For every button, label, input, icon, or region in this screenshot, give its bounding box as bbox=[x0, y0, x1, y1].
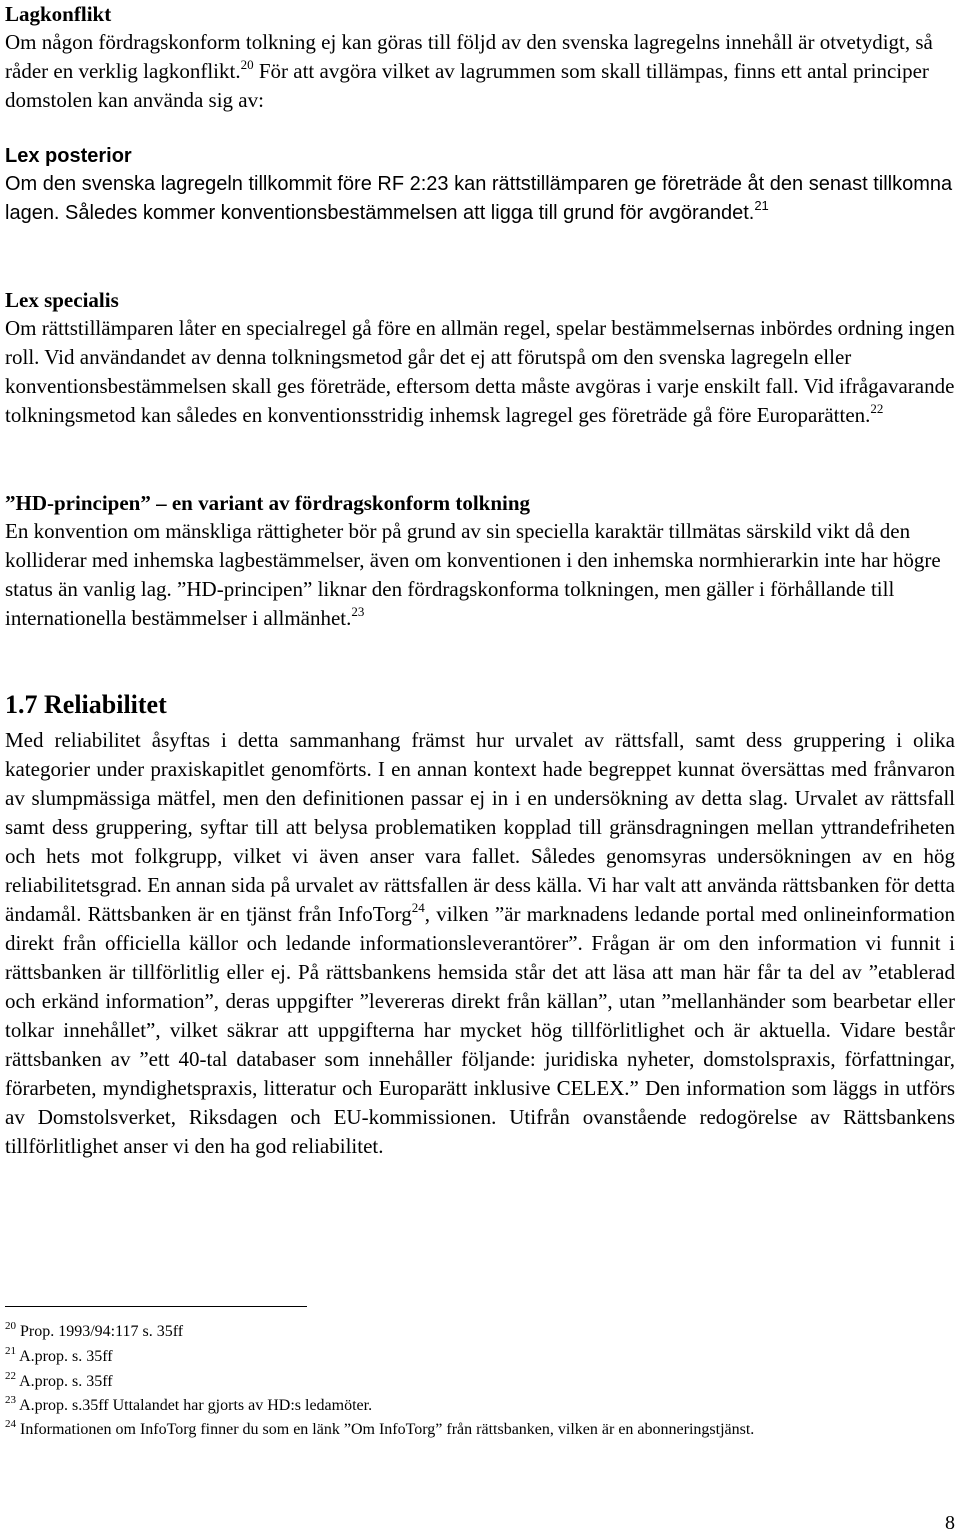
heading-lex-specialis: Lex specialis bbox=[5, 288, 119, 312]
footnote-24: $^{24}$ Informationen om InfoTorg finner du som en länk ”Om InfoTorg” från rättsbanken, vilken är en abonneringstjänst. bbox=[5, 1418, 755, 1438]
paragraph-lex-specialis: Om rättstillämparen låter en specialregel gå före en allmän regel, spelar bestämmelsernas inbördes ordning ingen roll. Vid användandet av denna tolkningsmetod går det ej att förutspå om den svenska lagregeln eller konventionsbestämmelsen skall ges företräde, eftersom detta måste avgöras i varje enskilt fall. Vid ifrågavarande tolkningsmetod kan således en konventionsstridig inhemsk lagregel ges företräde gå före Europarätten.$^{22}$ bbox=[5, 316, 955, 427]
page-number: 8 bbox=[945, 1512, 955, 1534]
footnote-20: $^{20}$ Prop. 1993/94:117 s. 35ff bbox=[5, 1320, 184, 1340]
footnote-ref-20: 20 bbox=[240, 57, 254, 72]
paragraph-lagkonflikt: Om någon fördragskonform tolkning ej kan göras till följd av den svenska lagregelns innehåll är otvetydigt, så råder en verklig lagkonflikt.$^{20}$ För att avgöra vilket av lagrummen som skall tillämpas, finns ett antal principer domstolen kan använda sig av: bbox=[5, 30, 933, 112]
heading-hd-principen: ”HD-principen” – en variant av fördragskonform tolkning bbox=[5, 491, 531, 515]
section-lagkonflikt bbox=[5, 0, 955, 115]
footnote-23: $^{23}$ A.prop. s.35ff Uttalandet har gjorts av HD:s ledamöter. bbox=[5, 1394, 373, 1414]
paragraph-hd-principen: En konvention om mänskliga rättigheter bör på grund av sin speciella karaktär tillmätas särskild vikt då den kolliderar med inhemska lagbestämmelser, även om konventionen i den inhemska normhierarkin inte har högre status än vanlig lag. ”HD-principen” liknar den fördragskonforma tolkningen, men gäller i förhållande till internationella bestämmelser i allmänhet.$^{23}$ bbox=[5, 519, 941, 630]
footnote-22: $^{22}$ A.prop. s. 35ff bbox=[5, 1370, 113, 1390]
footnote-separator bbox=[5, 1306, 307, 1307]
section-reliabilitet bbox=[5, 688, 955, 1161]
heading-reliabilitet: 1.7 Reliabilitet bbox=[5, 690, 167, 719]
heading-lagkonflikt: Lagkonflikt bbox=[5, 2, 112, 26]
section-hd-principen bbox=[5, 489, 955, 633]
footnote-ref-24: 24 bbox=[411, 900, 425, 915]
footnote-ref-22: 22 bbox=[870, 401, 884, 416]
heading-lex-posterior: Lex posterior bbox=[5, 145, 132, 167]
footnote-ref-21: 21 bbox=[754, 198, 769, 213]
paragraph-lex-posterior: Om den svenska lagregeln tillkommit före RF 2:23 kan rättstillämparen ge företräde åt den senast tillkomna lagen. Således kommer konventionsbestämmelsen att ligga till grund för avgörandet.$^{21}$ bbox=[5, 173, 953, 224]
footnote-21: $^{21}$ A.prop. s. 35ff bbox=[5, 1345, 113, 1365]
paragraph-reliabilitet: Med reliabilitet åsyftas i detta sammanhang främst hur urvalet av rättsfall, samt dess gruppering i olika kategorier under praxiskapitlet genomförts. I en annan kontext hade begreppet kunnat översättas med frånvaron av slumpmässiga mätfel, men den definitionen passar ej in i en undersökning av detta slag. Urvalet av rättsfall samt dess gruppering, syftar till att belysa problematiken kopplad till gränsdragningen mellan yttrandefriheten och hets mot folkgrupp, vilket vi även anser vara fallet. Således genomsyras undersökningen av en hög reliabilitetsgrad. En annan sida på urvalet av rättsfallen är dess källa. Vi har valt att använda rättsbanken för detta ändamål. Rättsbanken är en tjänst från InfoTorg$^{24}$, vilken ”är marknadens ledande portal med onlineinformation direkt från officiella källor och ledande informationsleverantörer”. Frågan är om den information vi funnit i rättsbanken är tillförlitlig eller ej. På rättsbankens hemsida står det att läsa att man här får ta del av ”etablerad och erkänd information”, deras uppgifter ”levereras direkt från källan”, utan ”mellanhänder som bearbetar eller tolkar innehållet”, vilket säkrar att uppgifterna har mycket hög tillförlitlighet och är aktuella. Vidare består rättsbanken av ”ett 40-tal databaser som innehåller följande: juridiska nyheter, domstolspraxis, författningar, förarbeten, myndighetspraxis, litteratur och Europarätt inklusive CELEX.” Den information som läggs in utförs av Domstolsverket, Riksdagen och EU-kommissionen. Utifrån ovanstående redogörelse av Rättsbankens tillförlitlighet anser vi den ha god reliabilitet. bbox=[5, 728, 955, 1158]
footnote-ref-23: 23 bbox=[351, 604, 365, 619]
section-lex-posterior bbox=[5, 142, 955, 228]
section-lex-specialis bbox=[5, 286, 955, 430]
